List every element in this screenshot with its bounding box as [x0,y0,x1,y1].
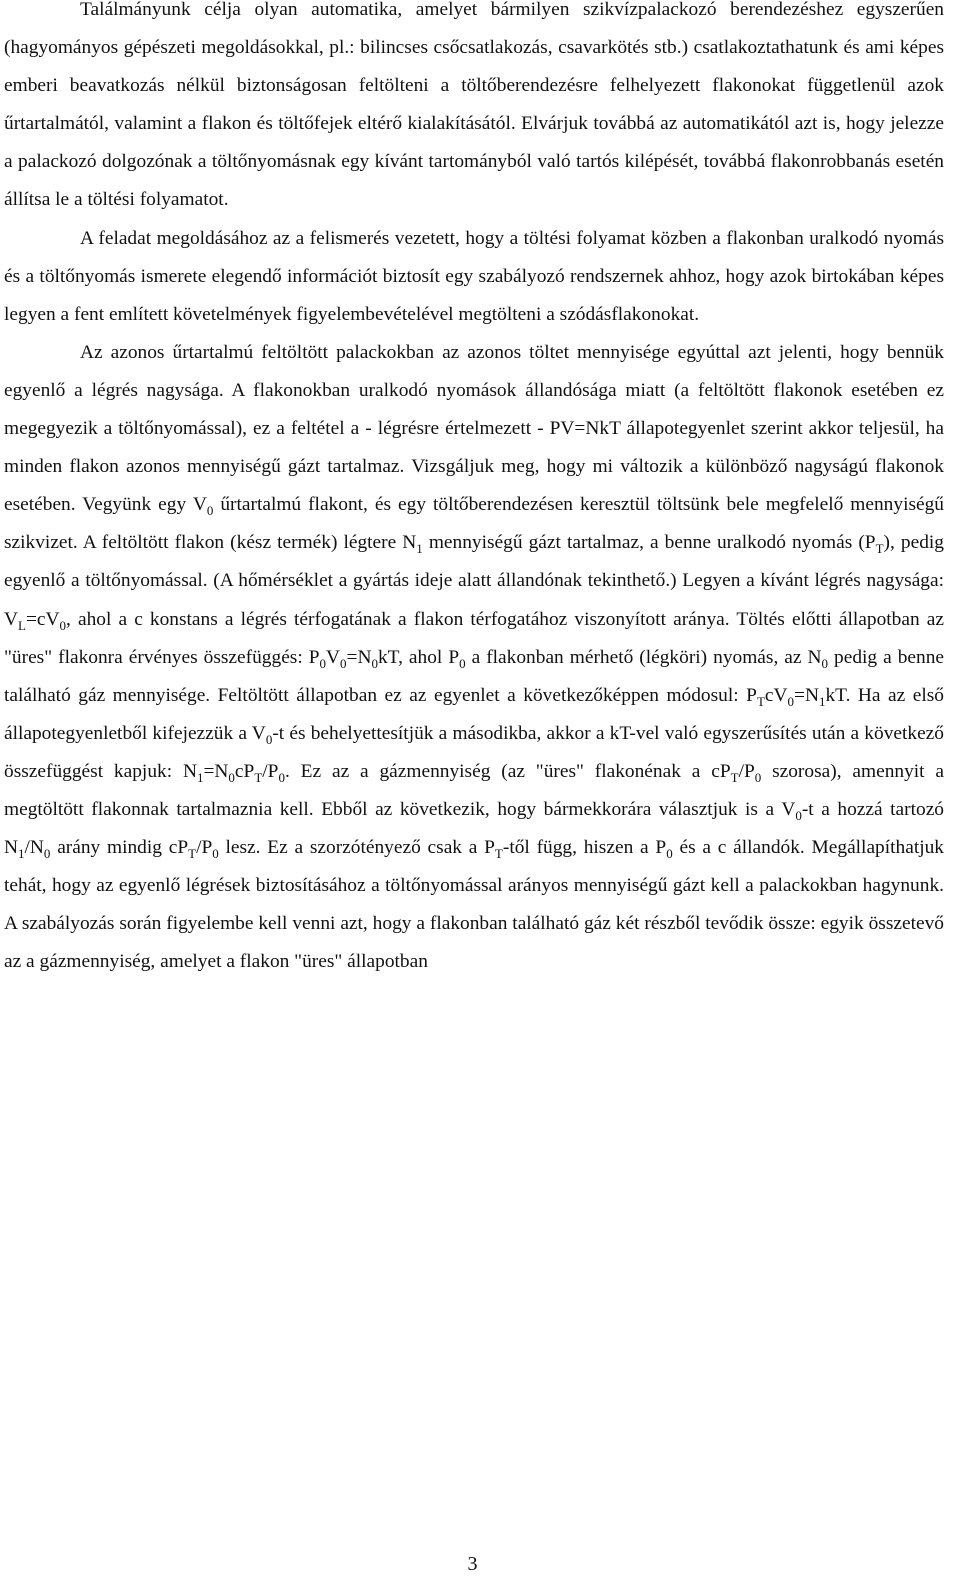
paragraph-text: , ahol a c konstans a légrés térfogatának a flakon térfogatához viszonyított aránya. Töltés előtti állapotban az "üres" flakonra érvényes összefüggés: P [4,608,944,668]
paragraph-text: =N [203,760,229,782]
paragraph-text: =N [346,646,372,668]
subscript-text: T [756,693,765,709]
subscript-text: 0 [228,769,235,785]
subscript-text: T [875,541,884,557]
page-number: 3 [467,1553,478,1575]
paragraph-text: -t a hozzá tartozó N [4,798,945,859]
subscript-text: T [494,845,503,861]
subscript-text: 0 [666,845,673,861]
subscript-text: T [254,769,263,785]
subscript-text: 1 [416,541,423,557]
subscript-text: 0 [340,655,347,671]
paragraph-text: kT, ahol P [377,646,460,668]
paragraph-1 [4,0,944,220]
subscript-text: 0 [787,693,795,709]
paragraph-text: /P [738,760,755,782]
paragraph-text: A feladat megoldásához az a felismerés vezetett, hogy a töltési folyamat közben a flakonban uralkodó nyomás és a töltőnyomás ismerete elegendő információt biztosít egy szabályozó rendszernek ahhoz, hogy azok birtokában képes legyen a fent említett követelmények figyelembevételével megtölteni a szódásflakonokat. [4,227,944,325]
paragraph-text: V [326,646,341,668]
subscript-text: T [188,845,197,861]
paragraph-text: űrtartalmú flakont, és egy töltőberendezésen keresztül töltsünk bele megfelelő mennyiségű szikvizet. A feltöltött flakon (kész termék) légtere N [4,494,944,554]
paragraph-text: pedig a benne található gáz mennyisége. Feltöltött állapotban ez az egyenlet a következőképpen módosul: P [4,646,945,706]
paragraph-text: . Ez az a gázmennyiség (az "üres" flakonénak a cP [284,760,731,782]
subscript-text: 0 [754,769,762,785]
paragraph-text: Találmányunk célja olyan automatika, amelyet bármilyen szikvízpalackozó berendezéshez egyszerűen (hagyományos gépészeti megoldásokkal, pl.: bilincses csőcsatlakozás, csavarkötés stb.) csatlakoztathatunk és ami képes emberi beavatkozás nélkül biztonságosan feltölteni a töltőberendezésre felhelyezett flakonokat függetlenül azok űrtartalmától, valamint a flakon és töltőfejek eltérő kialakításától. Elvárjuk továbbá az automatikától azt is, hogy jelezze a palackozó dolgozónak a töltőnyomásnak egy kívánt tartományból való tartós kilépését, továbbá flakonrobbanás esetén állítsa le a töltési folyamatot. [4,0,944,211]
subscript-text: 0 [459,655,466,671]
paragraph-text: =cV [25,608,60,630]
paragraph-text: /P [196,837,213,859]
subscript-text: 0 [206,503,214,519]
paragraph-2 [4,220,944,334]
subscript-text: L [18,617,26,633]
paragraph-text: és a c állandók. Megállapíthatjuk tehát, hogy az egyenlő légrések biztosításához a töltőnyomással arányos mennyiségű gázt kell a palackokban hagynunk. A szabályozás során figyelembe kell venni azt, hogy a flakonban található gáz két részből tevődik össze: egyik összetevő az a gázmennyiség, amelyet a flakon "üres" állapotban [4,837,944,973]
subscript-text: 0 [371,655,378,671]
paragraph-text: mennyiségű gázt tartalmaz, a benne uralkodó nyomás (P [422,532,876,554]
paragraph-text: cV [764,684,788,706]
subscript-text: 1 [18,845,25,861]
paragraph-text: ), pedig egyenlő a töltőnyomással. (A hőmérséklet a gyártás ideje alatt állandónak tekinthető.) Legyen a kívánt légrés nagysága: V [4,532,944,630]
paragraph-text: cP [234,760,255,782]
subscript-text: 0 [59,617,67,633]
subscript-text: 0 [319,655,327,671]
subscript-text: 0 [265,731,273,747]
paragraph-text: a flakonban mérhető (légköri) nyomás, az N [465,646,822,668]
subscript-text: 1 [196,769,204,785]
paragraph-text: -t és behelyettesítjük a másodikba, akkor a kT-vel való egyszerűsítés után a következő összefüggést kapjuk: N [4,722,944,782]
subscript-text: 0 [43,845,51,861]
paragraph-text: kT. Ha az első állapotegyenletből kifejezzük a V [4,684,944,744]
paragraph-text: /P [262,760,279,782]
paragraph-3 [4,334,944,982]
paragraph-text: Az azonos űrtartalmú feltöltött palackokban az azonos töltet mennyisége egyúttal azt jelenti, hogy bennük egyenlő a légrés nagysága. A flakonokban uralkodó nyomások állandósága miatt (a feltöltött flakonok esetében ez megegyezik a töltőnyomással), ez a feltétel a - légrésre értelmezett - PV=NkT állapotegyenlet szerint akkor teljesül, ha minden flakon azonos mennyiségű gázt tartalmaz. Vizsgáljuk meg, hogy mi változik a különböző nagyságú flakonok esetében. Vegyünk egy V [4,341,944,516]
document-page [4,0,944,981]
paragraph-text: lesz. Ez a szorzótényező csak a P [218,837,495,859]
subscript-text: 0 [278,769,285,785]
subscript-text: 1 [818,693,826,709]
paragraph-text: -től függ, hiszen a P [502,837,667,859]
paragraph-text: szorosa), amennyit a megtöltött flakonnak tartalmaznia kell. Ebből az következik, hogy bármekkorára választjuk is a V [4,760,945,820]
subscript-text: T [730,769,739,785]
subscript-text: 0 [821,655,829,671]
subscript-text: 0 [212,845,219,861]
subscript-text: 0 [795,807,802,823]
paragraph-text: /N [24,837,44,859]
paragraph-text: =N [794,684,819,706]
paragraph-text: arány mindig cP [50,837,189,859]
